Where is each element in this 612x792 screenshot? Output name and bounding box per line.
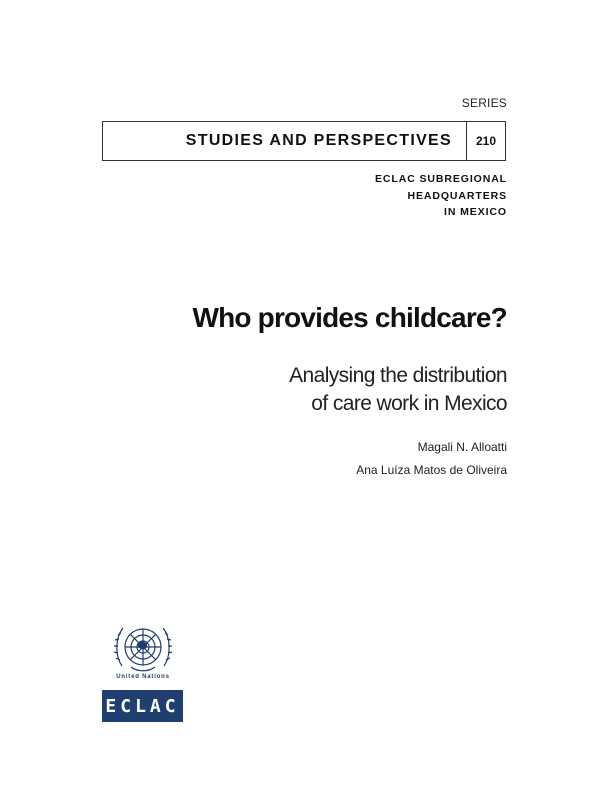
un-emblem-icon [113, 620, 173, 674]
eclac-logo: ECLAC [102, 690, 183, 722]
series-label: SERIES [461, 96, 507, 110]
headquarters-line: IN MEXICO [444, 206, 507, 218]
series-number: 210 [466, 122, 505, 160]
headquarters-line: HEADQUARTERS [407, 189, 507, 202]
author-name: Magali N. Alloatti [417, 440, 507, 454]
document-subtitle [289, 362, 507, 418]
headquarters-line: ECLAC SUBREGIONAL [375, 173, 507, 185]
author-name: Ana Luíza Matos de Oliveira [356, 463, 507, 477]
subtitle-line: Analysing the distribution [289, 364, 507, 387]
subtitle-line: of care work in Mexico [311, 392, 507, 415]
author-list [356, 436, 507, 482]
headquarters-block [375, 171, 507, 221]
document-title: Who provides childcare? [192, 302, 507, 333]
series-banner [102, 121, 506, 161]
united-nations-label: United Nations [116, 674, 170, 680]
series-title: STUDIES AND PERSPECTIVES [185, 132, 452, 149]
